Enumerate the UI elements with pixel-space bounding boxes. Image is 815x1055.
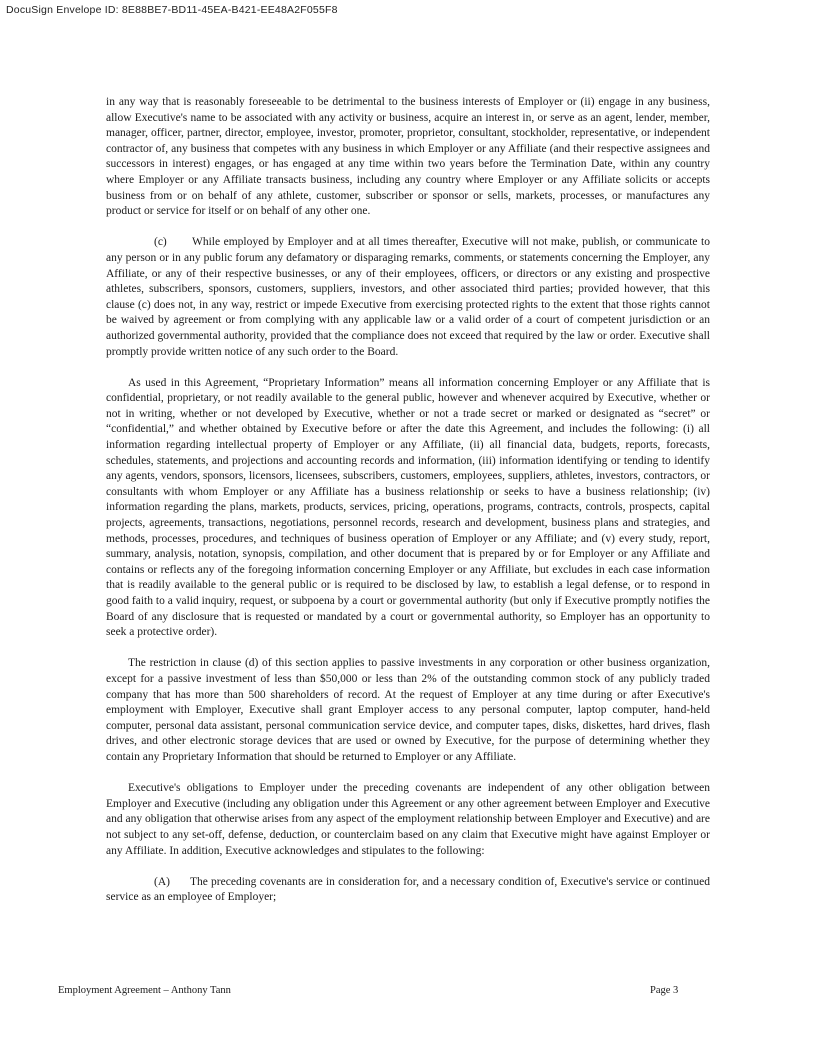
paragraph-continuation: in any way that is reasonably foreseeable to be detrimental to the business interests of Employer or (ii) engage in any business, allow Executive's name to be associated with any activity or business, acquire an interest in, or serve as an agent, lender, member, manager, officer, partner, director, employee, investor, promoter, proprietor, consultant, stockholder, representative, or independent contractor of, any business that competes with any business in which Employer or any Affiliate (and their respective assignees and successors in interest) engages, or has engaged at any time within two years before the Termination Date, within any country where Employer or any Affiliate transacts business, including any country where Employer or any Affiliate solicits or accepts business from or on behalf of any athlete, customer, subscriber or sponsor or sells, markets, processes, or manufactures any product or service for itself or on behalf of any other one. [106,96,710,218]
paragraph-obligations: Executive's obligations to Employer under the preceding covenants are independent of any other obligation between Employer and Executive (including any obligation under this Agreement or any other agreement between Employer and Executive and any obligation that otherwise arises from any aspect of the employment relationship between Employer and Executive) and are not subject to any set-off, defense, deduction, or counterclaim based on any claim that Executive might have against Employer or any Affiliate. In addition, Executive acknowledges and stipulates to the following: [106,782,710,857]
clause-label: (A) [154,875,170,888]
paragraph-c [106,235,710,360]
clause-label: (c) [154,236,167,249]
page-number: Page 3 [650,985,679,996]
paragraph-text: While employed by Employer and at all times thereafter, Executive will not make, publish, or communicate to any person or in any public forum any defamatory or disparaging remarks, comments, or statements concerning the Employer, any Affiliate, or any of their respective businesses, or any of their employees, officers, or directors or any existing and prospective athletes, subscribers, sponsors, customers, suppliers, investors, and other associated third parties; provided however, that this clause (c) does not, in any way, restrict or impede Executive from exercising protected rights to the extent that those rights cannot be waived by agreement or from complying with any applicable law or a valid order of a court of competent jurisdiction or an authorized governmental authority, provided that the compliance does not exceed that required by the law or order. Executive shall promptly provide written notice of any such order to the Board. [106,236,710,358]
paragraph-restriction: The restriction in clause (d) of this section applies to passive investments in any corporation or other business organization, except for a passive investment of less than $50,000 or less than 2% of the outstanding common stock of any publicly traded company that has more than 500 shareholders of record. At the request of Employer at any time during or after Executive's employment with Employer, Executive shall grant Employer access to any personal computer, laptop computer, hand-held computer, personal data assistant, personal communication service device, and computer tapes, disks, diskettes, hard drives, flash drives, and other electronic storage devices that are used or owned by Executive, for the purpose of determining whether they contain any Proprietary Information that should be returned to Employer or any Affiliate. [106,657,710,763]
paragraph-proprietary-information: As used in this Agreement, “Proprietary Information” means all information concerning Employer or any Affiliate that is confidential, proprietary, or not readily available to the general public, however and whenever acquired by Executive, whether or not in writing, whether or not developed by Executive, whether or not a trade secret or marked or designated as “secret” or “confidential,” and whether obtained by Executive before or after the date this Agreement, and includes the following: (i) all information regarding intellectual property of Employer or any Affiliate, (ii) all financial data, budgets, reports, forecasts, schedules, statements, and projections and accounting records and information, (iii) information identifying or tending to identify any agents, vendors, sponsors, licensors, licensees, subscribers, customers, employees, suppliers, athletes, investors, contractors, or consultants with whom Employer or any Affiliate has a business relationship or seeks to have a business relationship; (iv) information regarding the plans, markets, products, services, pricing, operations, programs, contracts, controls, prospects, capital projects, agreements, transactions, negotiations, personnel records, research and development, business plans and strategies, and methods, processes, procedures, and techniques of business operation of Employer or any Affiliate; and (v) every study, report, summary, analysis, notation, synopsis, compilation, and other document that is prepared by or for Employer or any Affiliate and contains or reflects any of the foregoing information concerning Employer or any Affiliate, but excludes in each case information that is readily available to the general public or is required to be disclosed by law, to establish a legal defense, or to respond in good faith to a valid inquiry, request, or subpoena by a court or governmental authority (but only if Executive promptly notifies the Board of any disclosure that is requested or mandated by a court or governmental authority, so Employer has an opportunity to seek a protective order). [106,376,710,639]
footer-title: Employment Agreement – Anthony Tann [58,985,231,996]
paragraph-a [106,875,710,906]
paragraph-text: The preceding covenants are in consideration for, and a necessary condition of, Executive's service or continued service as an employee of Employer; [106,875,710,904]
document-body [106,95,710,906]
envelope-id: DocuSign Envelope ID: 8E88BE7-BD11-45EA-B421-EE48A2F055F8 [6,4,338,16]
